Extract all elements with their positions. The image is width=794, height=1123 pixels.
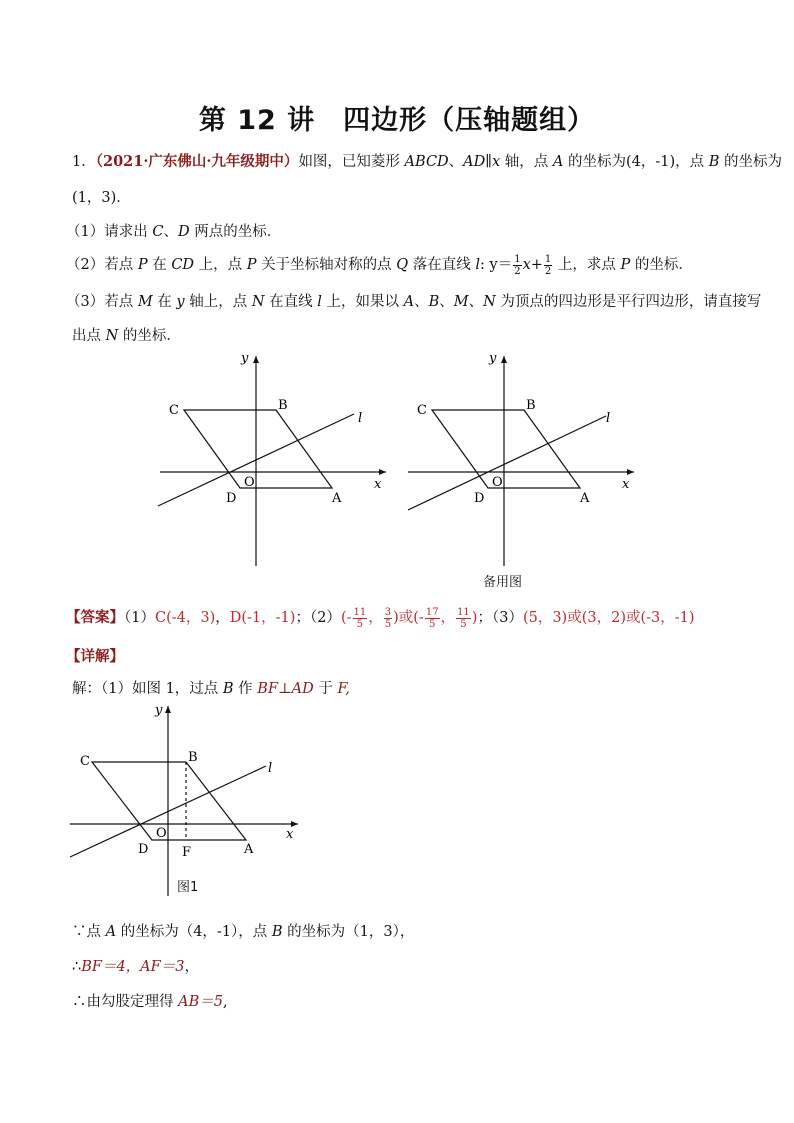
line-l: l: [317, 294, 322, 310]
point-n: N: [483, 294, 496, 310]
point-m: M: [453, 294, 469, 310]
problem-number: 1．: [72, 154, 96, 170]
detail-label: 【详解】: [66, 648, 124, 665]
stem-text: 的坐标为: [719, 154, 783, 170]
numerator: 3: [384, 606, 392, 618]
problem-line-1: [72, 150, 782, 171]
y-var: y: [176, 294, 185, 310]
denominator: 5: [384, 618, 392, 630]
label-a: A: [244, 842, 254, 857]
page-title: 第 12 讲 四边形（压轴题组）: [198, 105, 596, 136]
label-b: B: [188, 750, 198, 765]
rhombus: [184, 410, 332, 488]
q3-text: 在: [152, 294, 177, 310]
q2-text: 关于坐标轴对称的点: [256, 257, 397, 273]
line-l: l: [475, 257, 481, 273]
label-a: A: [332, 491, 342, 506]
paren-or: )或(-: [393, 610, 424, 626]
therefore-sign: ∴: [72, 959, 82, 975]
figure-1: [62, 700, 312, 900]
label-a: A: [580, 491, 590, 506]
solution-because: [72, 920, 414, 941]
q2-text: 落在直线: [408, 257, 476, 273]
backup-caption: 备用图: [483, 575, 523, 590]
q2-text: 上，点: [194, 257, 247, 273]
q3-text: 上，如果以: [321, 294, 404, 310]
label-d: D: [138, 842, 149, 857]
label-c: C: [169, 403, 179, 418]
solution-therefore-1: [72, 955, 199, 976]
label-d: D: [474, 491, 485, 506]
solution-text: ∵点: [72, 924, 106, 940]
point-n: N: [105, 328, 119, 344]
point-b: B: [271, 924, 283, 940]
solution-text: ∴由勾股定理得: [72, 994, 179, 1010]
point-b: B: [222, 681, 234, 697]
question-2: [66, 253, 693, 277]
answer-3-values: (5，3)或(3，2)或(-3，-1): [522, 610, 695, 626]
q3-text: 轴上，点: [184, 294, 252, 310]
label-x: x: [286, 827, 294, 842]
label-x: x: [622, 477, 630, 492]
solution-text: 解：（1）如图 1，过点: [72, 681, 223, 697]
label-o: O: [492, 475, 503, 490]
answer-line: [66, 606, 695, 630]
label-c: C: [80, 754, 90, 769]
answer-part-3: （3）: [491, 610, 523, 626]
denominator: 5: [460, 618, 467, 630]
point-a: A: [403, 294, 415, 310]
comma: ，: [440, 610, 456, 626]
label-y: y: [155, 703, 163, 718]
answer-label: 【答案】: [66, 609, 124, 626]
line-l: [408, 416, 606, 510]
answer-d: D(-1，-1): [229, 610, 296, 626]
segment-cd: CD: [171, 257, 195, 273]
solution-text: 作: [233, 681, 258, 697]
point-f: F,: [337, 681, 350, 697]
label-l: l: [358, 411, 363, 426]
q3-text: （3）若点: [66, 294, 138, 310]
solution-text: 于: [313, 681, 338, 697]
paren: ): [471, 610, 478, 626]
parallel-sign: ∥: [485, 154, 492, 170]
comma: ,: [222, 994, 228, 1010]
label-o: O: [244, 475, 255, 490]
point-b: B: [428, 294, 440, 310]
point-a: A: [552, 154, 564, 170]
figure-main: [150, 348, 400, 573]
point-c: C: [152, 224, 164, 240]
stem-text: 如图，已知菱形: [298, 154, 405, 170]
label-d: D: [226, 491, 237, 506]
x-var: x: [491, 154, 501, 170]
sep: 、: [163, 224, 178, 240]
denominator: 5: [429, 618, 436, 630]
numerator: 1: [514, 253, 521, 265]
sep: 、: [414, 294, 429, 310]
rhombus-name: ABCD: [404, 154, 449, 170]
label-y: y: [489, 351, 497, 366]
x-var: x: [522, 257, 531, 273]
point-p: P: [246, 257, 257, 273]
fraction-11-5-b: [456, 607, 471, 630]
denominator: 5: [356, 618, 364, 630]
comma: ，: [215, 610, 230, 626]
point-p: P: [620, 257, 631, 273]
label-o: O: [156, 826, 167, 841]
plus-sign: +: [530, 257, 543, 273]
question-1: [66, 220, 281, 241]
q3-text: 出点: [72, 328, 106, 344]
rhombus: [432, 410, 580, 488]
fraction-11-5: [353, 607, 368, 630]
q2-text: （2）若点: [66, 257, 138, 273]
perpendicular-bf: BF⊥AD: [257, 681, 314, 697]
stem-text: 的坐标为(4，-1)，点: [563, 154, 709, 170]
point-d: D: [177, 224, 190, 240]
sep: 、: [439, 294, 454, 310]
fraction-half: [513, 254, 521, 277]
numerator: 1: [544, 253, 552, 265]
solution-text: 的坐标为（4，-1），点: [116, 924, 272, 940]
label-l: l: [606, 411, 611, 426]
problem-line-2: (1，3)．: [72, 190, 131, 206]
fraction-17-5: [425, 607, 440, 630]
rhombus: [92, 762, 246, 840]
q2-text: 的坐标．: [630, 257, 693, 273]
figure-backup: [398, 348, 648, 573]
label-c: C: [417, 403, 427, 418]
numerator: 17: [425, 606, 439, 618]
point-n: N: [251, 294, 265, 310]
equation-text: : y＝: [480, 257, 513, 273]
comma: ，: [184, 959, 199, 975]
fraction-half: [544, 254, 552, 277]
q3-text: 的坐标．: [118, 328, 181, 344]
answer-c: C(-4，3): [154, 610, 216, 626]
q3-text: 在直线: [264, 294, 318, 310]
solution-text: 的坐标为（1，3），: [282, 924, 415, 940]
sep: 、: [468, 294, 484, 310]
point-b: B: [708, 154, 720, 170]
numerator: 11: [353, 606, 367, 618]
denominator: 2: [514, 265, 521, 277]
fraction-3-5: [384, 607, 392, 630]
label-y: y: [241, 351, 249, 366]
q2-text: 在: [147, 257, 172, 273]
answer-part-1: （1）: [124, 610, 155, 626]
numerator: 11: [457, 606, 470, 618]
q2-text: 上，求点: [553, 257, 621, 273]
point-p: P: [137, 257, 148, 273]
ab-value: AB＝5: [178, 994, 223, 1010]
side-ad: AD: [463, 154, 486, 170]
point-a: A: [105, 924, 117, 940]
semicolon: ；: [477, 610, 492, 626]
answer-part-2: （2）: [309, 610, 341, 626]
bf-af-values: BF＝4，AF＝3: [81, 959, 185, 975]
q1-text: （1）请求出: [66, 224, 153, 240]
denominator: 2: [544, 265, 552, 277]
label-b: B: [278, 398, 288, 413]
problem-source: （2021·广东佛山·九年级期中）: [95, 153, 299, 170]
question-3-cont: [72, 324, 181, 345]
figure-1-caption: 图1: [177, 880, 199, 895]
solution-therefore-2: [72, 990, 228, 1011]
semicolon: ；: [295, 610, 310, 626]
label-b: B: [526, 398, 536, 413]
point-q: Q: [396, 257, 409, 273]
label-l: l: [268, 761, 273, 776]
question-3: [66, 290, 761, 311]
paren: (-: [340, 610, 352, 626]
sep: 、: [448, 154, 464, 170]
label-f: F: [182, 845, 192, 860]
q3-text: 为顶点的四边形是平行四边形，请直接写: [495, 294, 762, 310]
point-m: M: [137, 294, 153, 310]
comma: ，: [368, 610, 383, 626]
q1-text: 两点的坐标．: [189, 224, 282, 240]
label-x: x: [374, 477, 382, 492]
solution-line-1: [72, 677, 350, 698]
stem-text: 轴，点: [500, 154, 553, 170]
